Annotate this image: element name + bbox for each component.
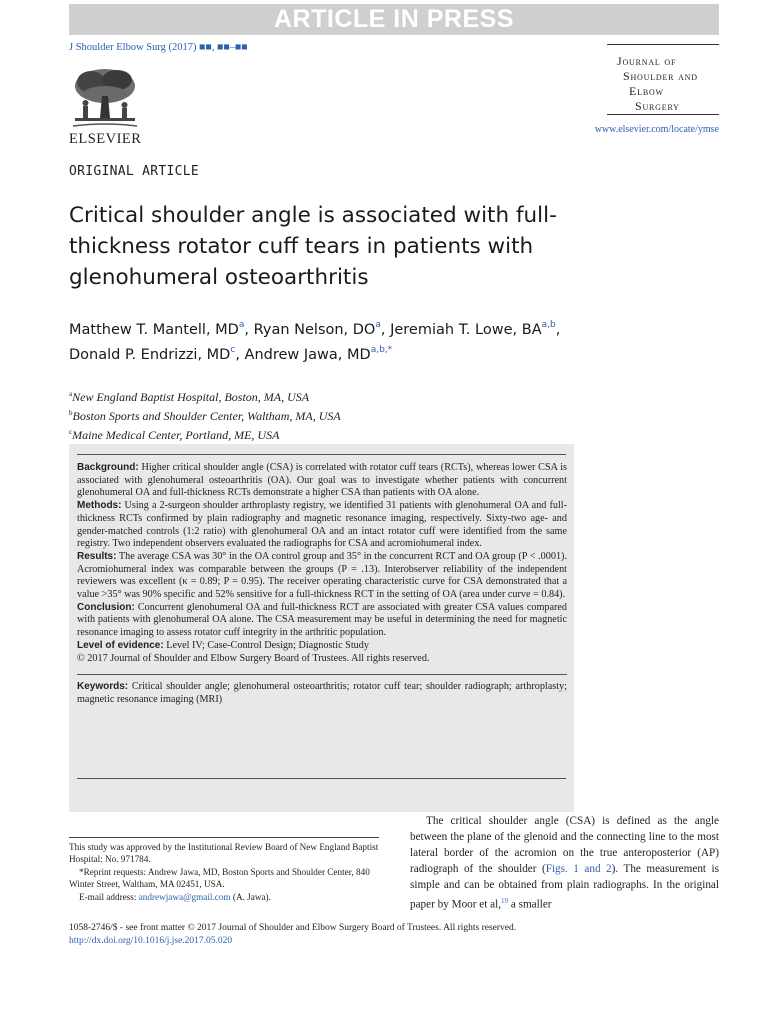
abstract-text: Critical shoulder angle; glenohumeral osteoarthritis; rotator cuff tear; shoulder radiograph; arthroplasty; magnetic resonance imaging (MRI) xyxy=(77,681,568,705)
abstract-box xyxy=(69,444,574,812)
footnote-reprint: *Reprint requests: Andrew Jawa, MD, Boston Sports and Shoulder Center, 840 Winter Street, Waltham, MA 02451, USA. xyxy=(69,866,370,890)
abstract-label: Keywords: xyxy=(77,681,129,693)
abstract-label: Conclusion: xyxy=(77,601,135,613)
footnote-irb: This study was approved by the Institutional Review Board of New England Baptist Hospital: No. 971784. xyxy=(69,842,379,865)
abstract-text: Concurrent glenohumeral OA and full-thickness RCT are associated with greater CSA values compared with patients with glenohumeral OA alone. The CSA measurement may be useful in determining the need for magnetic resonance imaging to assess rotator cuff integrity in the arthritic population. xyxy=(77,601,568,639)
author-affiliation-sup[interactable]: a xyxy=(375,320,381,330)
footer-issn: 1058-2746/$ - see front matter © 2017 Journal of Shoulder and Elbow Surgery Board of Trustees. All rights reserved. xyxy=(69,923,517,933)
journal-citation[interactable]: J Shoulder Elbow Surg (2017) ■■, ■■–■■ xyxy=(69,42,248,53)
footnote-rule xyxy=(69,837,379,838)
abstract-copyright: © 2017 Journal of Shoulder and Elbow Surgery Board of Trustees. All rights reserved. xyxy=(77,652,430,664)
abstract-results xyxy=(77,551,567,602)
abstract-label: Background: xyxy=(77,462,139,473)
abstract-top-rule xyxy=(77,454,566,455)
author-affiliation-sup[interactable]: a,b,* xyxy=(370,344,393,355)
author-separator: , xyxy=(235,346,245,363)
article-title: Critical shoulder angle is associated with full-thickness rotator cuff tears in patients with glenohumeral osteoarthritis xyxy=(69,203,557,290)
author-affiliation-sup[interactable]: a xyxy=(238,320,245,330)
affiliation-item xyxy=(69,386,341,405)
abstract-level xyxy=(77,640,567,653)
author-list xyxy=(69,316,629,366)
affiliation-item xyxy=(69,424,341,443)
abstract-conclusion xyxy=(77,602,567,640)
body-paragraph xyxy=(410,813,719,913)
abstract-methods xyxy=(77,500,567,551)
footnotes xyxy=(69,841,381,903)
affiliation-item xyxy=(69,405,341,424)
journal-name-line-1: Journal of xyxy=(617,54,677,68)
abstract-label: Methods: xyxy=(77,500,122,512)
journal-logo xyxy=(607,44,719,116)
section-label: ORIGINAL ARTICLE xyxy=(69,164,200,179)
abstract-label: Results: xyxy=(77,550,117,562)
affiliation-sup: c xyxy=(69,428,73,436)
affiliation-sup: a xyxy=(69,390,73,398)
author-separator: , xyxy=(380,321,391,338)
affiliation-text: Maine Medical Center, Portland, ME, USA xyxy=(72,428,280,442)
email-suffix: (A. Jawa). xyxy=(232,891,271,902)
footnote-email xyxy=(69,891,381,903)
affiliation-text: New England Baptist Hospital, Boston, MA, USA xyxy=(72,390,310,404)
journal-logo-bottom-rule xyxy=(607,114,719,115)
email-label: E-mail address: xyxy=(79,891,137,902)
elsevier-tree-icon xyxy=(69,66,141,132)
abstract-background xyxy=(77,462,567,500)
doi-link[interactable]: http://dx.doi.org/10.1016/j.jse.2017.05.020 xyxy=(69,936,233,946)
author-name: Ryan Nelson, DO xyxy=(253,321,376,338)
abstract-bottom-rule xyxy=(77,778,566,779)
abstract-label: Level of evidence: xyxy=(77,639,164,651)
reference-link[interactable]: 19 xyxy=(501,897,509,905)
author-affiliation-sup[interactable]: a,b xyxy=(541,320,556,330)
affiliation-sup: b xyxy=(69,409,73,417)
author-name: Jeremiah T. Lowe, BA xyxy=(390,321,542,338)
author-name: Andrew Jawa, MD xyxy=(244,346,371,363)
abstract-content xyxy=(77,462,567,707)
abstract-keywords xyxy=(77,681,567,706)
body-text: ). The measurement is simple and can be obtained from plain radiographs. In the original paper by Moor et al, xyxy=(410,863,719,911)
journal-name-line-2: Shoulder and xyxy=(623,69,698,83)
affiliation-list xyxy=(69,386,341,443)
abstract-text: Using a 2-surgeon shoulder arthroplasty registry, we identified 31 patients with glenohumeral OA and full-thickness RCTs confirmed by plain radiography and magnetic resonance imaging, respectively. Sixty-two age- and gender-matched controls (1:2 ratio) with glenohumeral OA and an intact rotator cuff were identified from the same registry. Two independent observers evaluated the radiographs for CSA and acromiohumeral index. xyxy=(77,500,568,550)
journal-name-line-3: Elbow xyxy=(629,84,664,98)
abstract-text: Level IV; Case-Control Design; Diagnostic Study xyxy=(166,639,369,651)
author-separator: , xyxy=(555,321,561,338)
page-footer xyxy=(69,922,516,948)
abstract-text: Higher critical shoulder angle (CSA) is correlated with rotator cuff tears (RCTs), whereas lower CSA is associated with glenohumeral osteoarthritis (OA). Our goal was to investigate whether patients with concurrent glenohumeral OA and full-thickness RCTs demonstrate a higher CSA than patients with OA alone. xyxy=(77,462,568,499)
journal-logo-top-rule xyxy=(607,44,719,45)
abstract-text: The average CSA was 30° in the OA control group and 35° in the concurrent RCT and OA group (P < .0001). Acromiohumeral index was comparable between the groups (P = .13). Interobserver reliability of the independent reviewers was excellent (κ = 0.89; P = 0.95). The receiver operating characteristic curve for CSA demonstrated that a value >35° was 90% specific and 52% sensitive for a full-thickness RCT in the setting of OA (area under curve = 0.84). xyxy=(77,550,567,601)
journal-name-line-4: Surgery xyxy=(635,99,680,113)
affiliation-text: Boston Sports and Shoulder Center, Waltham, MA, USA xyxy=(72,409,341,423)
author-name: Donald P. Endrizzi, MD xyxy=(69,346,231,363)
publisher-name: ELSEVIER xyxy=(69,131,142,147)
author-name: Matthew T. Mantell, MD xyxy=(69,321,239,338)
article-in-press-banner: ARTICLE IN PRESS xyxy=(69,4,719,35)
body-text: a smaller xyxy=(508,898,552,911)
journal-url-link[interactable]: www.elsevier.com/locate/ymse xyxy=(594,124,719,135)
author-separator: , xyxy=(244,321,254,338)
body-text: The critical shoulder angle (CSA) is defined as the angle between the plane of the glenoid and the connecting line to the most lateral border of the acromion on the true anteroposterior (AP) radiograph of the shoulder ( xyxy=(410,815,719,875)
abstract-mid-rule xyxy=(77,674,567,675)
author-affiliation-sup[interactable]: c xyxy=(230,344,236,355)
figure-link[interactable]: Figs. 1 and 2 xyxy=(545,863,612,875)
email-link[interactable]: andrewjawa@gmail.com xyxy=(138,891,231,902)
